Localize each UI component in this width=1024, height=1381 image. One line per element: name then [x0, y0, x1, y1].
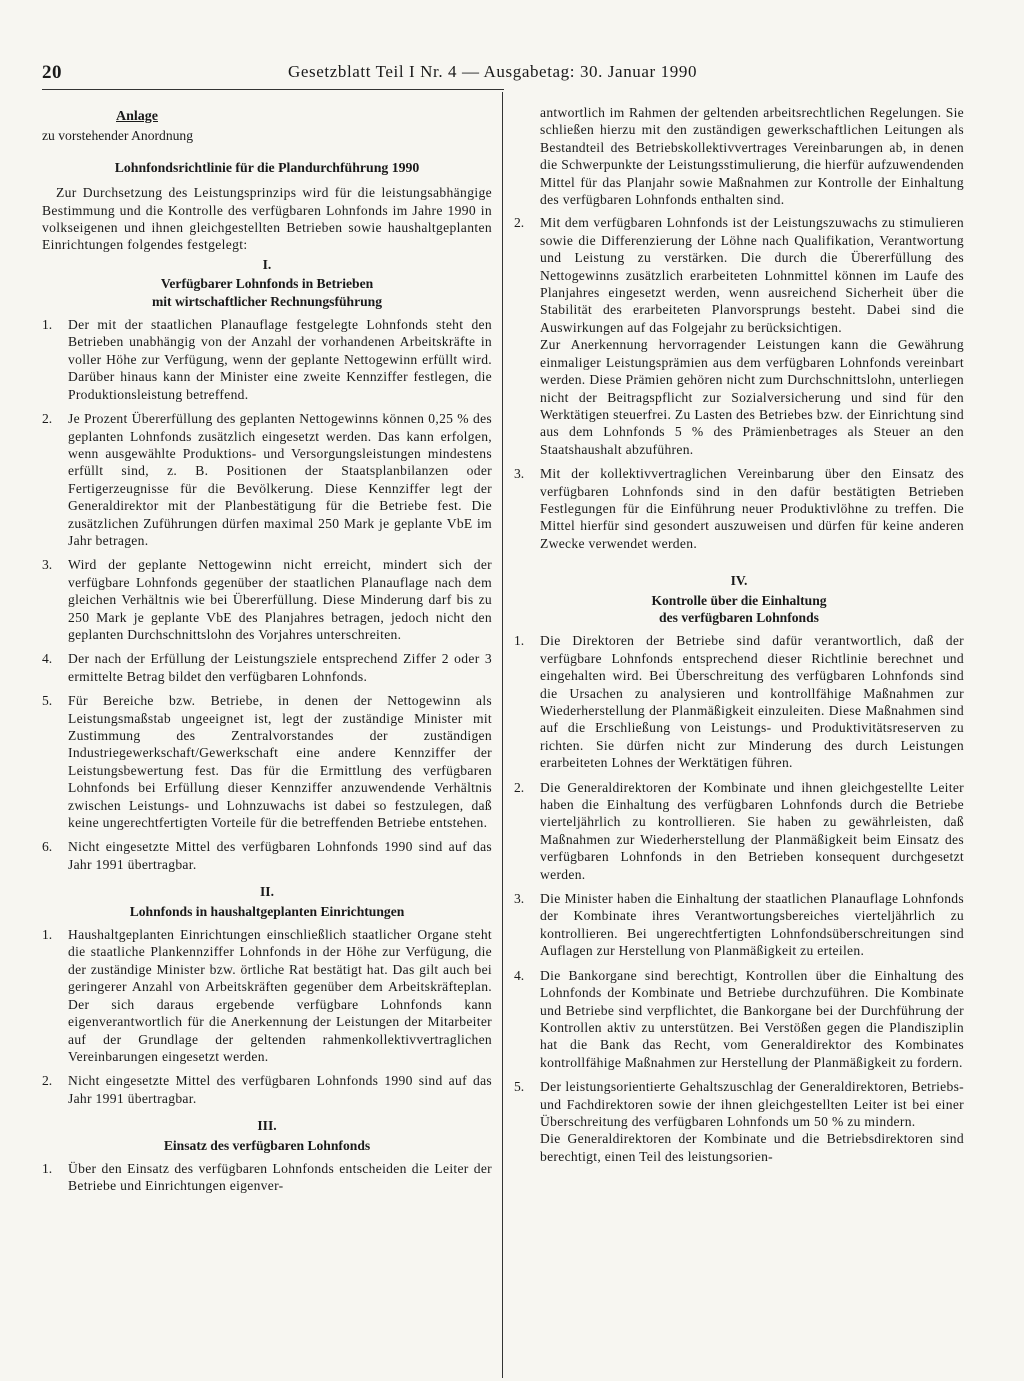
item-text: Die Bankorgane sind berechtigt, Kontrollen über die Einhaltung des Lohnfonds der Kombinate und Betriebe durchzuführen. Die Kombinate und Betriebe sind verpflichtet, die Bankorgane bei der Durchführung der Kontrollen aktiv zu unterstützen. Bei Verstößen gegen die Plandisziplin hat die Bank das Recht, vom Generaldirektor des Kombinates kontrollfähige Maßnahmen zur Herstellung der Planmäßigkeit zu fordern.: [540, 967, 964, 1070]
item-number: 2.: [42, 1073, 53, 1089]
list-item: [514, 632, 964, 771]
list-item: [42, 926, 492, 1065]
item-number: 4.: [514, 967, 525, 983]
item-paragraph: Der leistungsorientierte Gehaltszuschlag der Generaldirektoren, Betriebs- und Fachdirektoren sowie der ihnen gleichgestellten Leiter ist bei einer Überschreitung des verfügbaren Lohnfonds um 50 % zu mindern.: [540, 1079, 964, 1129]
page-header: [42, 62, 1002, 90]
item-text: Mit der kollektivvertraglichen Vereinbarung über den Einsatz des verfügbaren Lohnfonds sind in den dafür bestätigten Betrieben Festlegungen für die Einführung neuer Produktivlöhne zu treffen. Die Mittel hierfür sind gesondert auszuweisen und dürfen für keine anderen Zwecke verwendet werden.: [540, 466, 964, 551]
item-text: Wird der geplante Nettogewinn nicht erreicht, mindert sich der verfügbare Lohnfonds gegenüber der staatlichen Planauflage nach dem gleichen Verhältnis wie bei Übererfüllung. Diese Minderung darf bis zu 250 Mark je geplante VbE des Planjahres betragen, jedoch nicht den geplanten Durchschnittslohn des Vorjahres unterschreiten.: [68, 557, 492, 642]
anlage-subheading: zu vorstehender Anordnung: [42, 128, 194, 144]
section-4-title-line1: Kontrolle über die Einhaltung: [651, 592, 827, 608]
list-item: [42, 650, 492, 685]
item-number: 5.: [514, 1079, 525, 1095]
list-item: [514, 214, 964, 458]
page-number: 20: [42, 62, 62, 83]
left-column: [42, 104, 492, 1205]
header-title: Gesetzblatt Teil I Nr. 4 — Ausgabetag: 30. Januar 1990: [288, 62, 698, 81]
section-4-number: IV.: [730, 573, 748, 589]
list-item: [42, 410, 492, 549]
section-1-title-line1: Verfügbarer Lohnfonds in Betrieben: [160, 276, 374, 292]
section-2-title: Lohnfonds in haushaltgeplanten Einrichtungen: [129, 903, 405, 919]
item-number: 2.: [42, 411, 53, 427]
item-text: Für Bereiche bzw. Betriebe, in denen der Nettogewinn als Leistungsmaßstab ungeeignet ist, legt der zuständige Minister mit Zustimmung des Zentralvorstandes der zuständigen Industriegewerkschaft/Gewerkschaft eine andere Kennziffer der Leistungsbewertung fest. Das für die Ermittlung des verfügbaren Lohnfonds bei Erfüllung dieser Kennziffer anzuwendende Verhältnis zwischen Leistungs- und Lohnzuwachs ist dabei so festzulegen, daß keine ungerechtfertigten Vorteile für die betreffenden Betriebe entstehen.: [68, 693, 492, 831]
item-text: Die Direktoren der Betriebe sind dafür verantwortlich, daß der verfügbare Lohnfonds entsprechend dieser Richtlinie berechnet und eingehalten wird. Bei Überschreitung des verfügbaren Lohnfonds sind die Ursachen zu analysieren und kontrollfähige Maßnahmen zur Wiederherstellung der Planmäßigkeit einzuleiten. Diese Maßnahmen sind auf die Erschließung von Leistungs- und Produktivitätsreserven zu richten. Sie dürfen nicht zur Minderung des durch Leistungen erarbeiteten Lohnes der Werktätigen führen.: [540, 633, 964, 771]
section-3-list: [514, 214, 964, 552]
list-item: [42, 838, 492, 873]
intro-paragraph: Zur Durchsetzung des Leistungsprinzips wird für die leistungsabhängige Bestimmung und die Kontrolle des verfügbaren Lohnfonds im Jahre 1990 in volkseigenen und ihnen gleichgestellten Betrieben sowie haushaltgeplanten Einrichtungen folgendes festgelegt:: [42, 185, 492, 253]
item-number: 1.: [42, 1160, 53, 1176]
item-paragraph: Zur Anerkennung hervorragender Leistungen kann die Gewährung einmaliger Leistungsprämien aus dem verfügbaren Lohnfonds vereinbart werden. Diese Prämien gehören nicht zum Durchschnittslohn, unterliegen nicht der Beitragspflicht zur Sozialversicherung und sind für den Werktätigen steuerfrei. Zu Lasten des Betriebes bzw. der Einrichtung sind aus dem Lohnfonds 5 % des Prämienbetrages als Steuer an den Staatshaushalt abzuführen.: [540, 337, 964, 457]
item-paragraph: Mit dem verfügbaren Lohnfonds ist der Leistungszuwachs zu stimulieren sowie die Differenzierung der Löhne nach Qualifikation, Verantwortung und Leistung zu verstärken. Die durch die Übererfüllung des Nettogewinns zusätzlich erarbeiteten Lohnmittel können im Laufe des Planjahres eingesetzt werden, wenn ausreichend Sicherheit über die Stabilität des erarbeiteten Planvorsprungs besteht. Dabei sind die Auswirkungen auf das Folgejahr zu berücksichtigen.: [540, 215, 964, 335]
item-text: Der mit der staatlichen Planauflage festgelegte Lohnfonds steht den Betrieben unabhängig von der Anzahl der vorhandenen Arbeitskräfte in voller Höhe zur Verfügung, wenn der geplante Nettogewinn erfüllt wird. Darüber hinaus kann der Minister eine zweite Kennziffer festlegen, die Produktionsleistung betreffend.: [68, 317, 492, 402]
list-item: [514, 779, 964, 883]
item-text: Nicht eingesetzte Mittel des verfügbaren Lohnfonds 1990 sind auf das Jahr 1991 übertragbar.: [68, 839, 492, 872]
list-item: [42, 1160, 492, 1195]
section-1-list: [42, 316, 492, 873]
item-number: 4.: [42, 651, 53, 667]
section-2-list: [42, 926, 492, 1107]
item-text: Der nach der Erfüllung der Leistungsziele entsprechend Ziffer 2 oder 3 ermittelte Betrag bildet den verfügbaren Lohnfonds.: [68, 651, 492, 684]
section-3-title: Einsatz des verfügbaren Lohnfonds: [163, 1137, 371, 1153]
item-text: Nicht eingesetzte Mittel des verfügbaren Lohnfonds 1990 sind auf das Jahr 1991 übertragbar.: [68, 1073, 492, 1106]
section-1-title: [42, 275, 492, 310]
item-text: Über den Einsatz des verfügbaren Lohnfonds entscheiden die Leiter der Betriebe und Einrichtungen eigenver-: [68, 1160, 492, 1194]
item-number: 3.: [514, 466, 525, 482]
item-number: 1.: [42, 317, 53, 333]
section-2-number: II.: [260, 884, 274, 900]
section-4-title-line2: des verfügbaren Lohnfonds: [659, 609, 819, 625]
item-number: 1.: [42, 927, 53, 943]
section-3-item-1-continuation: antwortlich im Rahmen der geltenden arbeitsrechtlichen Regelungen. Sie schließen hierzu mit den zuständigen gewerkschaftlichen Leitungen als Bestandteil des Betriebskollektivvertrages Vereinbarungen ab, in denen die Schwerpunkte der Leistungsstimulierung, die hierfür aufzuwendenden Mittel für das Planjahr sowie Maßnahmen zur Kontrolle der Einhaltung des verfügbaren Lohnfonds enthalten sind.: [540, 105, 964, 208]
item-number: 3.: [514, 891, 525, 907]
section-1-number: I.: [262, 256, 272, 272]
list-item: [514, 1078, 964, 1165]
column-divider: [502, 92, 503, 1378]
section-3-number: III.: [257, 1118, 277, 1134]
item-text: Je Prozent Übererfüllung des geplanten Nettogewinns können 0,25 % des geplanten Lohnfonds zusätzlich eingesetzt werden. Das kann erfolgen, wenn ausgewählte Produktions- und Versorgungsleistungen mindestens erfüllt sind, z. B. Positionen der Staatsplanbilanzen oder Fertigerzeugnisse für die Bevölkerung. Diese Kennziffer legt der Generaldirektor mit der Planbestätigung für die Betriebe fest. Die zusätzlichen Zuführungen dürfen maximal 250 Mark je geplante VbE im Jahr betragen.: [68, 411, 492, 548]
list-item: [514, 890, 964, 960]
list-item: [42, 316, 492, 403]
list-item: [514, 465, 964, 552]
anlage-heading: Anlage: [116, 109, 158, 124]
item-number: 6.: [42, 839, 53, 855]
item-number: 2.: [514, 779, 525, 795]
item-number: 5.: [42, 693, 53, 709]
item-number: 3.: [42, 557, 53, 573]
list-item: [42, 692, 492, 831]
right-column: [514, 104, 964, 1175]
item-paragraph: Die Generaldirektoren der Kombinate und die Betriebsdirektoren sind berechtigt, einen Teil des leistungsorien-: [540, 1131, 964, 1164]
list-item: [514, 967, 964, 1071]
item-text: Die Generaldirektoren der Kombinate und ihnen gleichgestellte Leiter haben die Einhaltung des verfügbaren Lohnfonds durch die Betriebe vierteljährlich zu kontrollieren. Sie haben zu gewährleisten, daß Maßnahmen zur Wiederherstellung der Planmäßigkeit beim Einsatz des verfügbaren Lohnfonds in den Betrieben konsequent durchgesetzt werden.: [540, 779, 964, 882]
item-text: [540, 214, 964, 458]
item-number: 2.: [514, 215, 525, 231]
document-title: Lohnfondsrichtlinie für die Plandurchführung 1990: [114, 159, 420, 175]
section-4-list: [514, 632, 964, 1165]
item-text: [540, 1078, 964, 1165]
section-3-list-start: [42, 1160, 492, 1195]
item-text: Die Minister haben die Einhaltung der staatlichen Planauflage Lohnfonds der Kombinate ihres Verantwortungsbereiches vierteljährlich zu kontrollieren. Bei ungerechtfertigten Lohnfondsüberschreitungen sind Auflagen zur Herstellung von Planmäßigkeit zu erteilen.: [540, 891, 964, 959]
item-number: 1.: [514, 633, 525, 649]
item-text: Haushaltgeplanten Einrichtungen einschließlich staatlicher Organe steht die staatliche Plankennziffer Lohnfonds in der Höhe zur Verfügung, die der zuständige Minister bzw. örtliche Rat bestätigt hat. Das gilt auch bei geringerer Anzahl von Arbeitskräften gegenüber dem Arbeitskräfteplan. Der sich daraus ergebende verfügbare Lohnfonds kann eigenverantwortlich für die Anerkennung der Leistungen der Mitarbeiter auf der Grundlage der geltenden rahmenkollektivvertraglichen Vereinbarungen eingesetzt werden.: [68, 927, 492, 1064]
list-item: [42, 556, 492, 643]
list-item: [42, 1072, 492, 1107]
header-rule: [42, 89, 504, 90]
section-4-title: [514, 592, 964, 627]
section-1-title-line2: mit wirtschaftlicher Rechnungsführung: [151, 293, 383, 309]
